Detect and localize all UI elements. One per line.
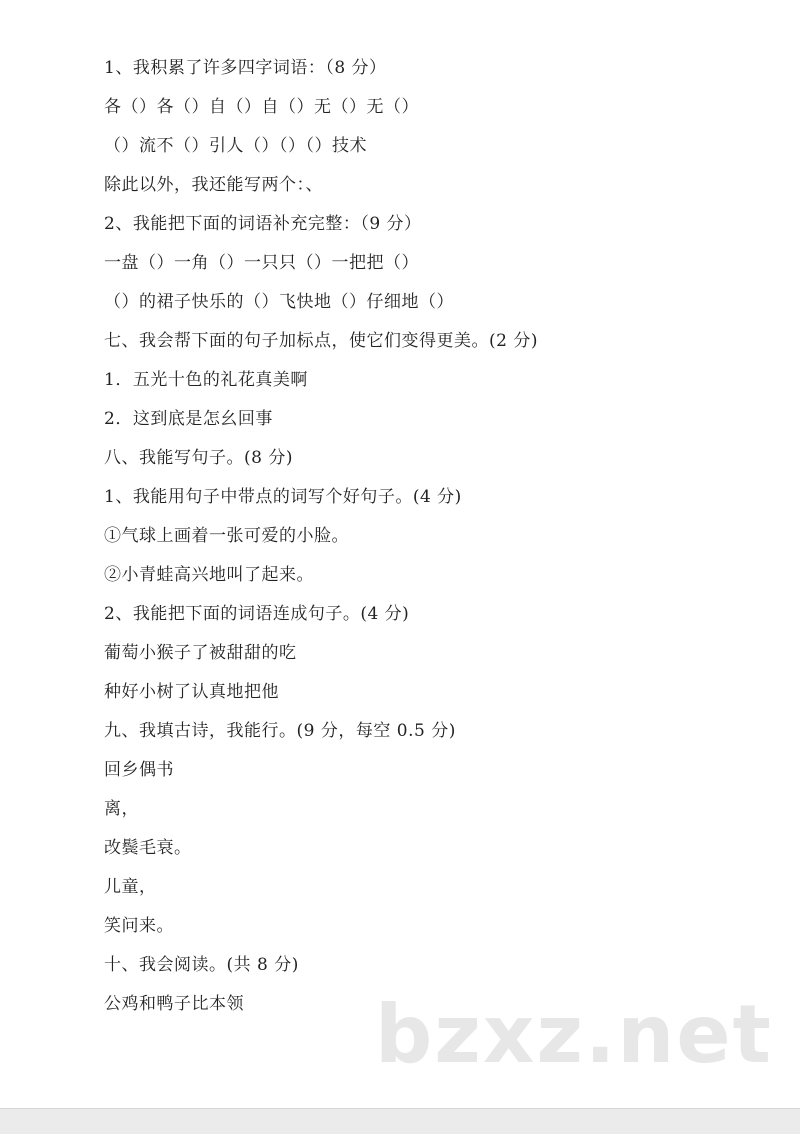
section-7-heading: 七、我会帮下面的句子加标点，使它们变得更美。(2 分): [104, 331, 538, 351]
section-8-words-2: 种好小树了认真地把他: [104, 682, 279, 702]
watermark: bzxz.net: [375, 988, 773, 1081]
question-2-line-1: 一盘（）一角（）一只只（）一把把（）: [104, 253, 419, 273]
section-8-sentence-1: ①气球上画着一张可爱的小脸。: [104, 526, 349, 546]
section-8-words-1: 葡萄小猴子了被甜甜的吃: [104, 643, 297, 663]
section-7-item-1: 1．五光十色的礼花真美啊: [104, 370, 308, 390]
section-7-item-2: 2．这到底是怎幺回事: [104, 409, 273, 429]
section-8-question-2: 2、我能把下面的词语连成句子。(4 分): [104, 604, 410, 624]
section-9-heading: 九、我填古诗，我能行。(9 分，每空 0.5 分): [104, 721, 456, 741]
poem-line-1: 离，: [104, 799, 139, 819]
question-1-line-3: 除此以外，我还能写两个：、: [104, 175, 323, 195]
reading-title: 公鸡和鸭子比本领: [104, 994, 244, 1014]
section-8-sentence-2: ②小青蛙高兴地叫了起来。: [104, 565, 314, 585]
question-2-heading: 2、我能把下面的词语补充完整：（9 分）: [104, 214, 422, 234]
question-1-line-1: 各（）各（）自（）自（）无（）无（）: [104, 97, 419, 117]
poem-title: 回乡偶书: [104, 760, 174, 780]
poem-line-2: 改鬓毛衰。: [104, 838, 192, 858]
question-2-line-2: （）的裙子快乐的（）飞快地（）仔细地（）: [104, 292, 454, 312]
page-bottom-edge: [0, 1108, 800, 1134]
poem-line-4: 笑问来。: [104, 916, 174, 936]
poem-line-3: 儿童，: [104, 877, 157, 897]
section-10-heading: 十、我会阅读。(共 8 分): [104, 955, 299, 975]
question-1-heading: 1、我积累了许多四字词语：（8 分）: [104, 58, 387, 78]
section-8-heading: 八、我能写句子。(8 分): [104, 448, 293, 468]
section-8-question-1: 1、我能用句子中带点的词写个好句子。(4 分): [104, 487, 462, 507]
question-1-line-2: （）流不（）引人（）（）（）技术: [104, 136, 367, 156]
